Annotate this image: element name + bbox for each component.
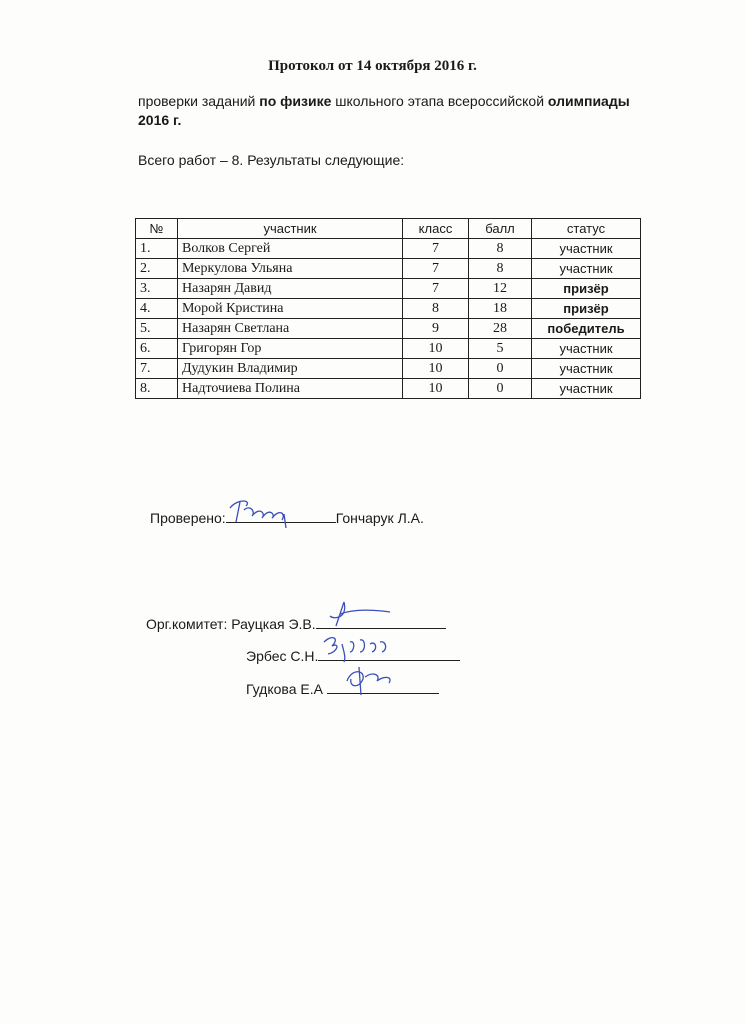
row-score: 0: [469, 379, 532, 399]
committee-line-2: [246, 646, 460, 664]
page-title: Протокол от 14 октября 2016 г.: [268, 58, 477, 74]
signature-line: [226, 508, 336, 523]
row-participant: Морой Кристина: [178, 299, 403, 319]
row-class: 7: [403, 239, 469, 259]
row-status: участник: [532, 239, 641, 259]
row-score: 5: [469, 339, 532, 359]
signature-icon: [341, 663, 401, 697]
header-num: №: [136, 219, 178, 239]
committee-label: Орг.комитет: Рауцкая Э.В.: [146, 616, 316, 632]
signature-icon: [320, 632, 400, 664]
signature-line: [327, 679, 439, 694]
committee-line-1: [146, 614, 446, 632]
row-score: 12: [469, 279, 532, 299]
row-status: победитель: [532, 319, 641, 339]
table-row: [136, 359, 641, 379]
table-row: [136, 319, 641, 339]
committee-member-3: Гудкова Е.А: [246, 681, 323, 697]
table-row: [136, 339, 641, 359]
intro-part2: школьного этапа всероссийской: [331, 93, 548, 109]
row-num: 3.: [136, 279, 178, 299]
row-score: 0: [469, 359, 532, 379]
row-num: 6.: [136, 339, 178, 359]
results-table: [135, 218, 641, 399]
row-participant: Назарян Давид: [178, 279, 403, 299]
row-class: 7: [403, 259, 469, 279]
row-score: 8: [469, 239, 532, 259]
intro-part1: проверки заданий: [138, 93, 260, 109]
row-num: 8.: [136, 379, 178, 399]
table-row: [136, 379, 641, 399]
row-status: призёр: [532, 279, 641, 299]
row-class: 7: [403, 279, 469, 299]
header-score: балл: [469, 219, 532, 239]
table-row: [136, 299, 641, 319]
row-score: 8: [469, 259, 532, 279]
row-num: 4.: [136, 299, 178, 319]
row-status: участник: [532, 359, 641, 379]
table-row: [136, 259, 641, 279]
row-status: участник: [532, 339, 641, 359]
row-num: 7.: [136, 359, 178, 379]
intro-subject: по физике: [259, 93, 332, 109]
row-participant: Григорян Гор: [178, 339, 403, 359]
table-row: [136, 279, 641, 299]
header-class: класс: [403, 219, 469, 239]
row-class: 9: [403, 319, 469, 339]
intro-olympiad: олимпиады: [547, 93, 630, 109]
table-header-row: [136, 219, 641, 239]
signature-icon: [326, 598, 396, 632]
checked-label: Проверено:: [150, 510, 226, 526]
row-participant: Дудукин Владимир: [178, 359, 403, 379]
row-participant: Надточиева Полина: [178, 379, 403, 399]
signature-line: [318, 646, 460, 661]
row-participant: Назарян Светлана: [178, 319, 403, 339]
row-num: 2.: [136, 259, 178, 279]
row-score: 18: [469, 299, 532, 319]
row-class: 10: [403, 379, 469, 399]
checked-name: Гончарук Л.А.: [335, 510, 424, 526]
table-row: [136, 239, 641, 259]
committee-line-3: [246, 679, 439, 697]
checked-line: [150, 508, 424, 526]
header-participant: участник: [178, 219, 403, 239]
signature-icon: [226, 494, 306, 534]
row-class: 10: [403, 339, 469, 359]
header-status: статус: [532, 219, 641, 239]
row-class: 10: [403, 359, 469, 379]
total-works-text: Всего работ – 8. Результаты следующие:: [138, 152, 405, 168]
intro-year: 2016 г.: [138, 112, 182, 128]
row-participant: Меркулова Ульяна: [178, 259, 403, 279]
intro-paragraph: [138, 92, 713, 130]
row-status: участник: [532, 379, 641, 399]
row-status: участник: [532, 259, 641, 279]
row-score: 28: [469, 319, 532, 339]
committee-member-2: Эрбес С.Н.: [246, 648, 319, 664]
row-num: 1.: [136, 239, 178, 259]
row-class: 8: [403, 299, 469, 319]
row-participant: Волков Сергей: [178, 239, 403, 259]
signature-line: [316, 614, 446, 629]
row-status: призёр: [532, 299, 641, 319]
row-num: 5.: [136, 319, 178, 339]
